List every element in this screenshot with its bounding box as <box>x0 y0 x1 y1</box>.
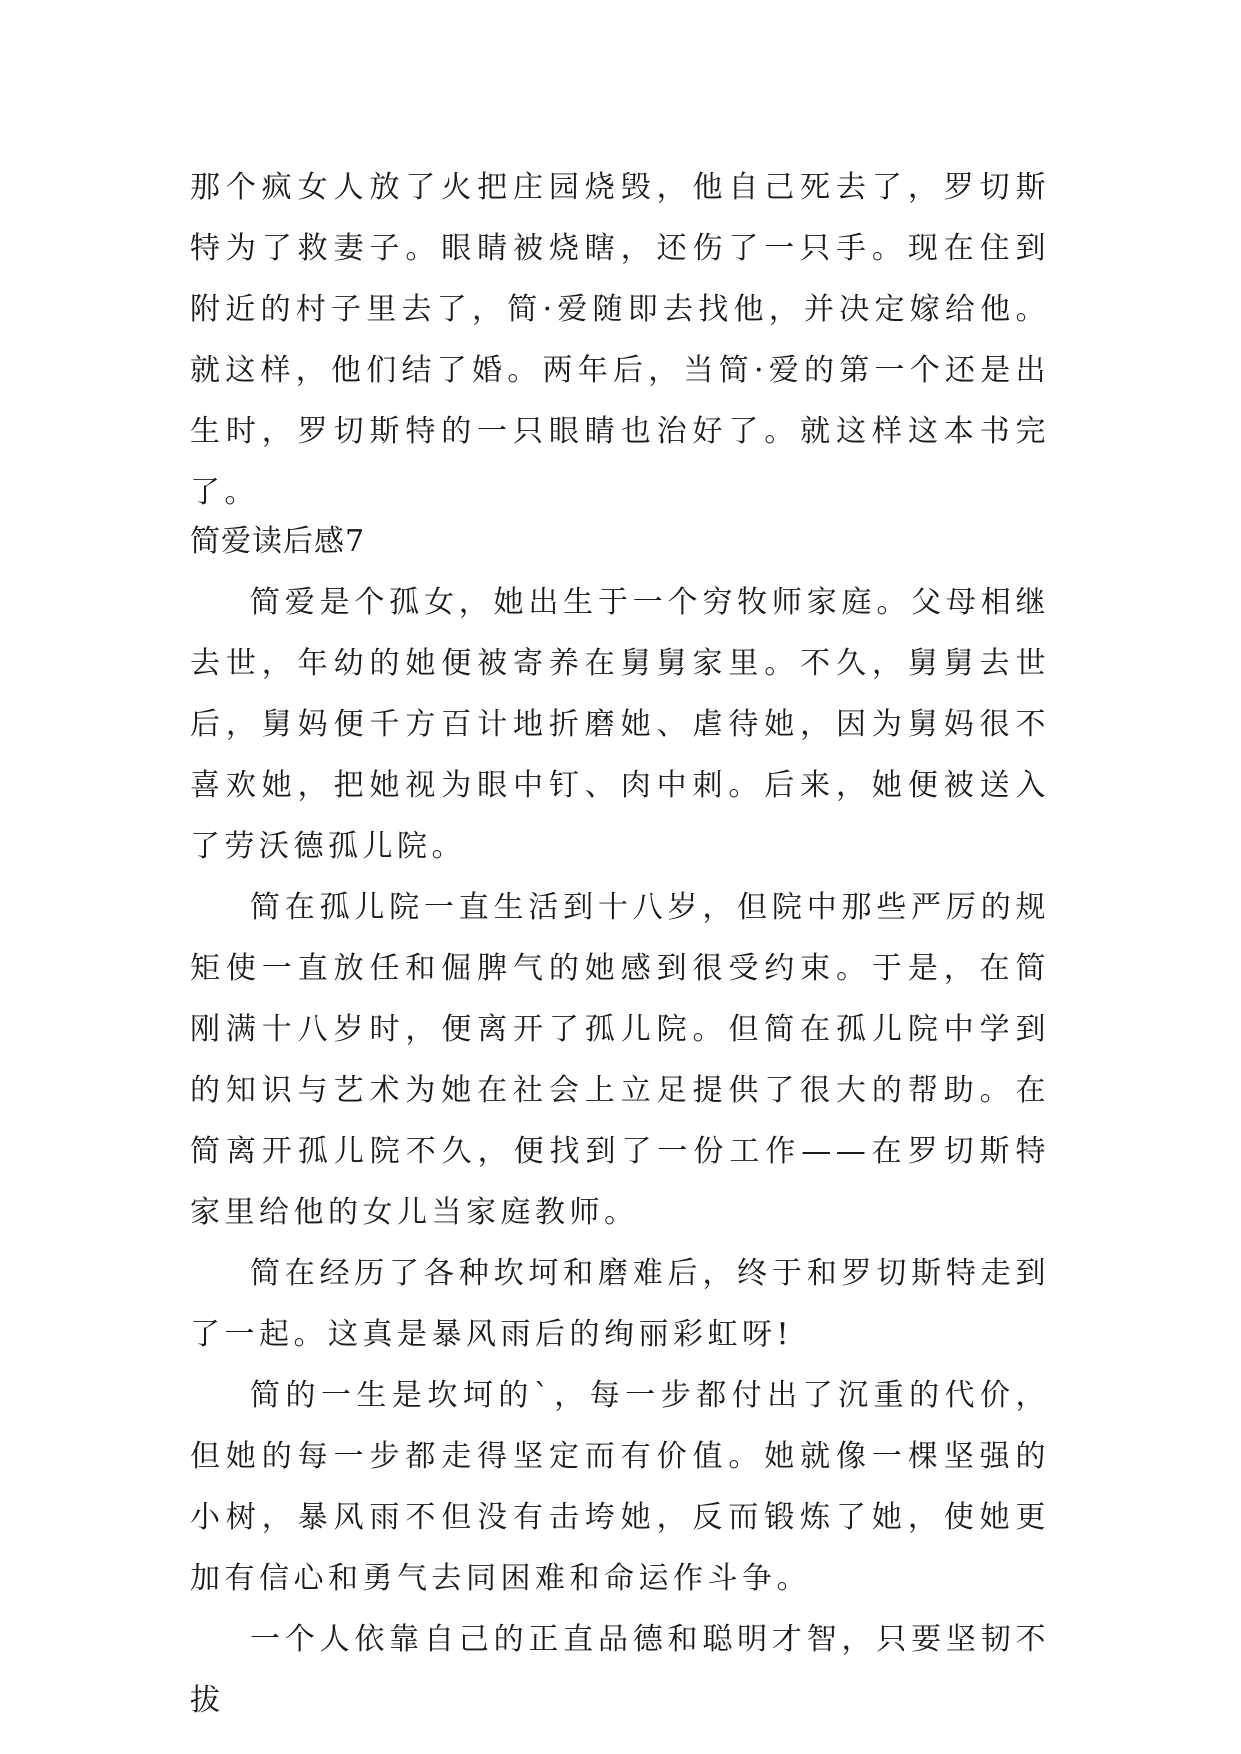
body-paragraph-2: 简在孤儿院一直生活到十八岁，但院中那些严厉的规矩使一直放任和倔脾气的她感到很受约束。于是，在简刚满十八岁时，便离开了孤儿院。但简在孤儿院中学到的知识与艺术为她在社会上立足提供了很大的帮助。在简离开孤儿院不久，便找到了一份工作——在罗切斯特家里给他的女儿当家庭教师。 <box>190 890 1050 1230</box>
body-paragraph-1: 简爱是个孤女，她出生于一个穷牧师家庭。父母相继去世，年幼的她便被寄养在舅舅家里。不久，舅舅去世后，舅妈便千方百计地折磨她、虐待她，因为舅妈很不喜欢她，把她视为眼中钉、肉中刺。后来，她便被送入了劳沃德孤儿院。 <box>190 585 1050 864</box>
section-title: 简爱读后感7 <box>190 524 366 559</box>
body-paragraph-4: 简的一生是坎坷的`，每一步都付出了沉重的代价，但她的每一步都走得坚定而有价值。她就像一棵坚强的小树，暴风雨不但没有击垮她，反而锻炼了她，使她更加有信心和勇气去同困难和命运作斗争。 <box>190 1378 1050 1596</box>
intro-paragraph: 那个疯女人放了火把庄园烧毁，他自己死去了，罗切斯特为了救妻子。眼睛被烧瞎，还伤了一只手。现在住到附近的村子里去了，简·爱随即去找他，并决定嫁给他。就这样，他们结了婚。两年后，当简·爱的第一个还是出生时，罗切斯特的一只眼睛也治好了。就这样这本书完了。 <box>190 170 1050 510</box>
body-paragraph-5: 一个人依靠自己的正直品德和聪明才智，只要坚韧不拔 <box>190 1622 1050 1718</box>
body-paragraph-3: 简在经历了各种坎坷和磨难后，终于和罗切斯特走到了一起。这真是暴风雨后的绚丽彩虹呀! <box>190 1256 1050 1352</box>
article-section <box>190 511 1050 1731</box>
